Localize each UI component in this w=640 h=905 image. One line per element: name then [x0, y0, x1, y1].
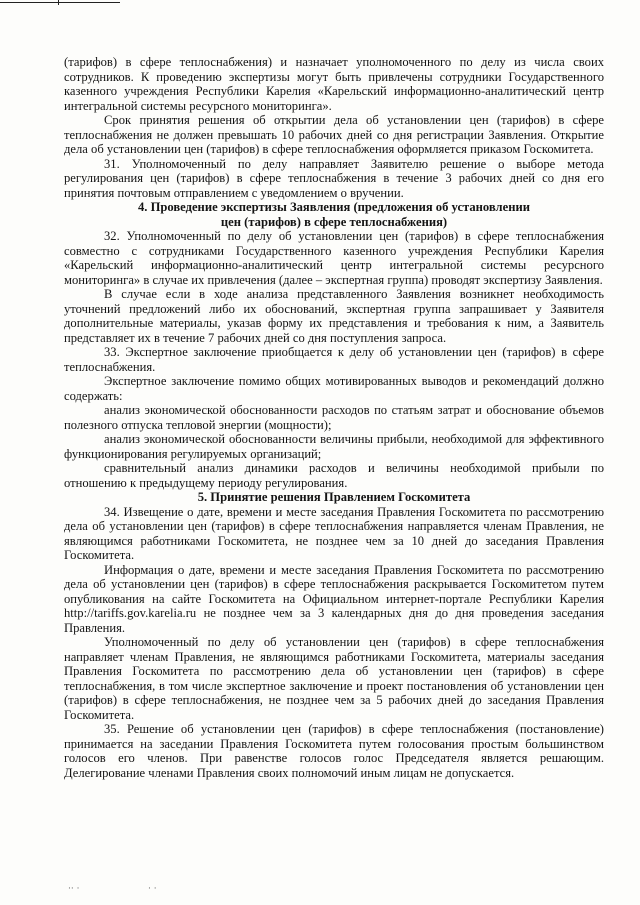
- section-heading-line: 4. Проведение экспертизы Заявления (предложения об установлении: [138, 200, 530, 214]
- paragraph: Экспертное заключение помимо общих мотивированных выводов и рекомендаций должно содержать:: [64, 374, 604, 403]
- paragraph: В случае если в ходе анализа представленного Заявления возникнет необходимость уточнений предложений либо их обоснований, экспертная группа запрашивает у Заявителя дополнительные материалы, указав форму их представления и требования к ним, а Заявитель представляет их в течение 7 рабочих дней со дня поступления запроса.: [64, 287, 604, 345]
- paragraph: сравнительный анализ динамики расходов и величины необходимой прибыли по отношению к предыдущему периоду регулирования.: [64, 461, 604, 490]
- scan-artifact: · ·: [148, 884, 157, 894]
- section-heading-line: 5. Принятие решения Правлением Госкомитета: [197, 490, 471, 504]
- scan-artifact: ·· ·: [68, 884, 80, 894]
- paragraph: анализ экономической обоснованности величины прибыли, необходимой для эффективного функционирования регулируемых организаций;: [64, 432, 604, 461]
- paragraph: Информация о дате, времени и месте заседания Правления Госкомитета по рассмотрению дела об установлении цен (тарифов) в сфере теплоснабжения раскрывается Госкомитетом путем опубликования на сайте Госкомитета на Официальном интернет-портале Республики Карелия http://tariffs.gov.karelia.ru не позднее чем за 3 календарных дня до дня проведения заседания Правления.: [64, 562, 604, 635]
- paragraph: 31. Уполномоченный по делу направляет Заявителю решение о выборе метода регулирования цен (тарифов) в сфере теплоснабжения в течение 3 рабочих дней со дня его принятия почтовым отправлением с уведомлением о вручении.: [64, 156, 604, 200]
- section-heading: [64, 490, 604, 505]
- paragraph: Срок принятия решения об открытии дела об установлении цен (тарифов) в сфере теплоснабжения не должен превышать 10 рабочих дней со дня регистрации Заявления. Открытие дела об установлении цен (тарифов) в сфере теплоснабжения оформляется приказом Госкомитета.: [64, 113, 604, 156]
- paragraph: 33. Экспертное заключение приобщается к делу об установлении цен (тарифов) в сфере теплоснабжения.: [64, 345, 604, 374]
- document-body: [64, 55, 604, 780]
- scan-top-tick: [58, 0, 59, 5]
- section-heading: [64, 200, 604, 229]
- paragraph: (тарифов) в сфере теплоснабжения) и назначает уполномоченного по делу из числа своих сотрудников. К проведению экспертизы могут быть привлечены сотрудники Государственного казенного учреждения Республики Карелия «Карельский информационно-аналитический центр интегральной системы ресурсного мониторинга».: [64, 55, 604, 113]
- section-heading-line: цен (тарифов) в сфере теплоснабжения): [220, 214, 448, 229]
- scan-top-line: [0, 2, 120, 3]
- paragraph: Уполномоченный по делу об установлении цен (тарифов) в сфере теплоснабжения направляет членам Правления, не являющимся работниками Госкомитета, материалы заседания Правления Госкомитета по рассмотрению дела об установлении цен (тарифов) в сфере теплоснабжения, в том числе экспертное заключение и проект постановления об установлении цен (тарифов) в сфере теплоснабжения, не позднее чем за 5 рабочих дней до заседания Правления Госкомитета.: [64, 635, 604, 722]
- paragraph: 34. Извещение о дате, времени и месте заседания Правления Госкомитета по рассмотрению дела об установлении цен (тарифов) в сфере теплоснабжения направляется членам Правления, не являющимся работниками Госкомитета, не позднее чем за 10 дней до заседания Правления Госкомитета.: [64, 504, 604, 562]
- paragraph: анализ экономической обоснованности расходов по статьям затрат и обоснование объемов полезного отпуска тепловой энергии (мощности);: [64, 403, 604, 432]
- paragraph: 35. Решение об установлении цен (тарифов) в сфере теплоснабжения (постановление) принимается на заседании Правления Госкомитета путем голосования простым большинством голосов его членов. При равенстве голосов голос Председателя является решающим. Делегирование членами Правления своих полномочий иным лицам не допускается.: [64, 722, 604, 780]
- paragraph: 32. Уполномоченный по делу об установлении цен (тарифов) в сфере теплоснабжения совместно с сотрудниками Государственного казенного учреждения Республики Карелия «Карельский информационно-аналитический центр интегральной системы ресурсного мониторинга» в случае их привлечения (далее – экспертная группа) проводят экспертизу Заявления.: [64, 229, 604, 287]
